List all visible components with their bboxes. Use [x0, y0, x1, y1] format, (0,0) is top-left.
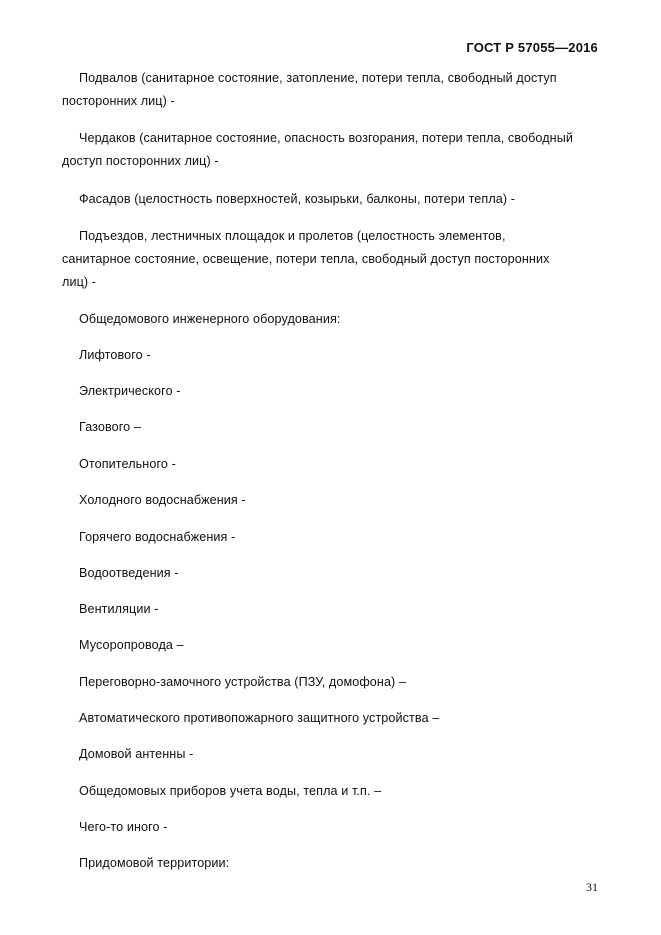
- field-elevator: [62, 344, 602, 367]
- text-line: Подвалов (санитарное состояние, затопление, потери тепла, свободный доступ: [79, 71, 557, 85]
- text-line: Общедомового инженерного оборудования:: [79, 312, 341, 326]
- field-gas: [62, 416, 602, 439]
- text-line: Горячего водоснабжения -: [79, 530, 236, 544]
- paragraph-engineering-equipment: [62, 308, 602, 331]
- text-line: Холодного водоснабжения -: [79, 493, 246, 507]
- text-line: Переговорно-замочного устройства (ПЗУ, домофона) –: [79, 675, 407, 689]
- text-line: Чего-то иного -: [79, 820, 168, 834]
- text-line: Лифтового -: [79, 348, 151, 362]
- field-other: [62, 816, 602, 839]
- paragraph-attics: [62, 127, 602, 173]
- text-line: Чердаков (санитарное состояние, опасность возгорания, потери тепла, свободный: [79, 131, 573, 145]
- text-line: посторонних лиц) -: [62, 94, 175, 108]
- text-line: Водоотведения -: [79, 566, 179, 580]
- paragraph-entrances: [62, 225, 602, 294]
- field-garbage-chute: [62, 634, 602, 657]
- field-intercom: [62, 671, 602, 694]
- field-heating: [62, 453, 602, 476]
- text-line: лиц) -: [62, 275, 97, 289]
- field-electrical: [62, 380, 602, 403]
- text-line: Электрического -: [79, 384, 181, 398]
- text-line: доступ посторонних лиц) -: [62, 154, 219, 168]
- paragraph-adjacent-territory: [62, 852, 602, 875]
- text-line: Домовой антенны -: [79, 747, 194, 761]
- text-line: Вентиляции -: [79, 602, 159, 616]
- paragraph-basements: [62, 67, 602, 113]
- field-ventilation: [62, 598, 602, 621]
- text-line: Отопительного -: [79, 457, 176, 471]
- text-line: санитарное состояние, освещение, потери тепла, свободный доступ посторонних: [62, 252, 550, 266]
- text-line: Фасадов (целостность поверхностей, козырьки, балконы, потери тепла) -: [79, 192, 516, 206]
- field-antenna: [62, 743, 602, 766]
- field-hot-water: [62, 526, 602, 549]
- field-fire-protection: [62, 707, 602, 730]
- text-line: Газового –: [79, 420, 141, 434]
- field-drainage: [62, 562, 602, 585]
- field-meters: [62, 780, 602, 803]
- field-cold-water: [62, 489, 602, 512]
- page-number: 31: [586, 880, 598, 894]
- paragraph-facades: [62, 188, 602, 211]
- text-line: Подъездов, лестничных площадок и пролетов (целостность элементов,: [79, 229, 506, 243]
- text-line: Мусоропровода –: [79, 638, 184, 652]
- text-line: Общедомовых приборов учета воды, тепла и т.п. –: [79, 784, 382, 798]
- document-header: ГОСТ Р 57055—2016: [466, 40, 598, 55]
- text-line: Придомовой территории:: [79, 856, 230, 870]
- text-line: Автоматического противопожарного защитного устройства –: [79, 711, 440, 725]
